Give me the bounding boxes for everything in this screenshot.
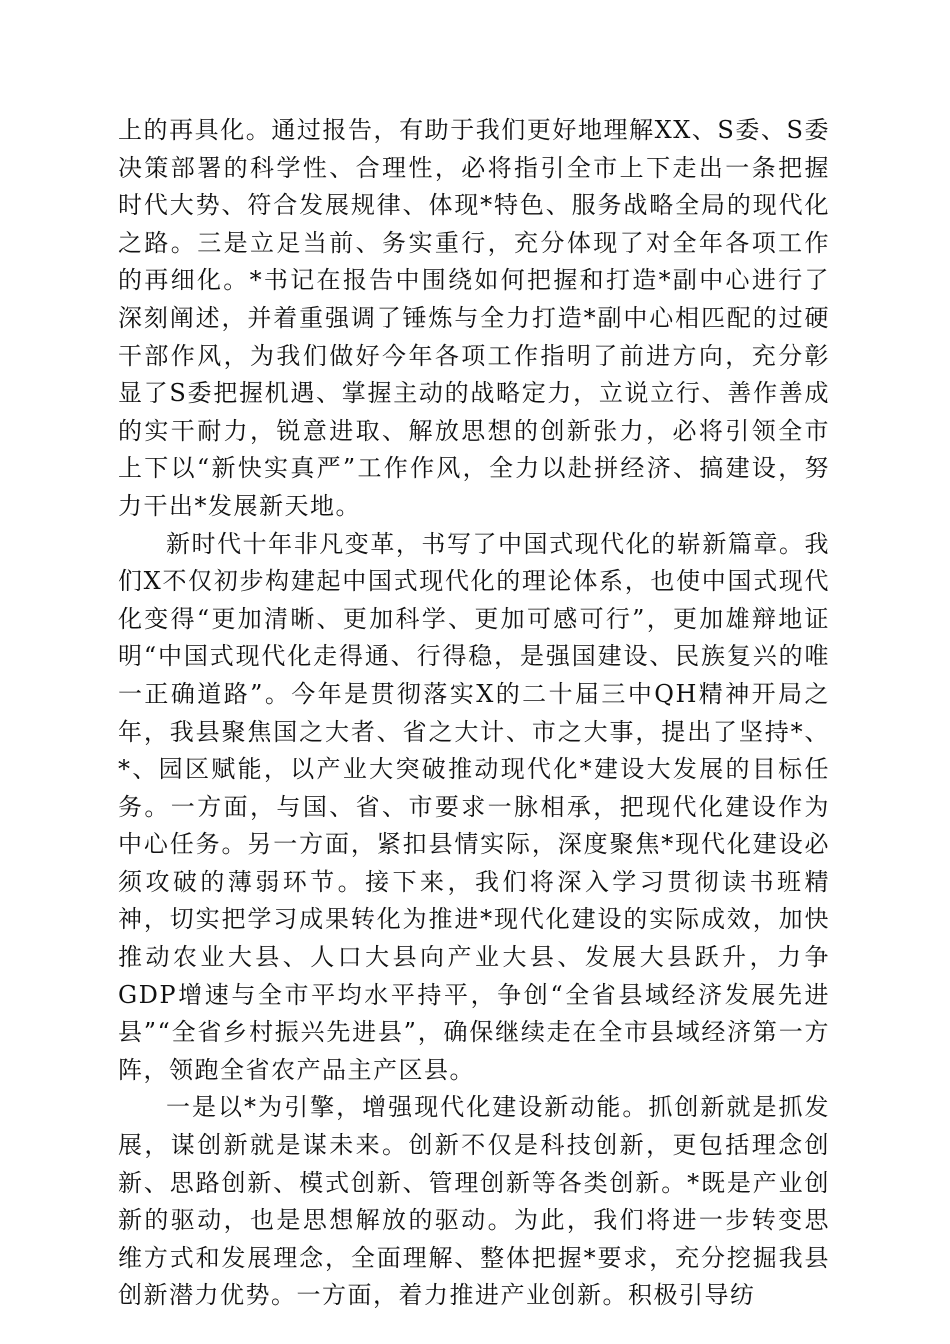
- paragraph-1: 上的再具化。通过报告，有助于我们更好地理解XX、S委、S委决策部署的科学性、合理性，必将指引全市上下走出一条把握时代大势、符合发展规律、体现*特色、服务战略全局的现代化之路。三是立足当前、务实重行，充分体现了对全年各项工作的再细化。*书记在报告中围绕如何把握和打造*副中心进行了深刻阐述，并着重强调了锤炼与全力打造*副中心相匹配的过硬干部作风，为我们做好今年各项工作指明了前进方向，充分彰显了S委把握机遇、掌握主动的战略定力，立说立行、善作善成的实干耐力，锐意进取、解放思想的创新张力，必将引领全市上下以“新快实真严”工作作风，全力以赴拼经济、搞建设，努力干出*发展新天地。: [118, 116, 830, 520]
- paragraph-2: 新时代十年非凡变革，书写了中国式现代化的崭新篇章。我们X不仅初步构建起中国式现代化的理论体系，也使中国式现代化变得“更加清晰、更加科学、更加可感可行”，更加雄辩地证明“中国式现代化走得通、行得稳，是强国建设、民族复兴的唯一正确道路”。今年是贯彻落实X的二十届三中QH精神开局之年，我县聚焦国之大者、省之大计、市之大事，提出了坚持*、*、园区赋能，以产业大突破推动现代化*建设大发展的目标任务。一方面，与国、省、市要求一脉相承，把现代化建设作为中心任务。另一方面，紧扣县情实际，深度聚焦*现代化建设必须攻破的薄弱环节。接下来，我们将深入学习贯彻读书班精神，切实把学习成果转化为推进*现代化建设的实际成效，加快推动农业大县、人口大县向产业大县、发展大县跃升，力争GDP增速与全市平均水平持平，争创“全省县域经济发展先进县”“全省乡村振兴先进县”，确保继续走在全市县域经济第一方阵，领跑全省农产品主产区县。: [118, 529, 830, 1084]
- paragraph-3: 一是以*为引擎，增强现代化建设新动能。抓创新就是抓发展，谋创新就是谋未来。创新不仅是科技创新，更包括理念创新、思路创新、模式创新、管理创新等各类创新。*既是产业创新的驱动，也是思想解放的驱动。为此，我们将进一步转变思维方式和发展理念，全面理解、整体把握*要求，充分挖掘我县创新潜力优势。一方面，着力推进产业创新。积极引导纺: [118, 1093, 830, 1310]
- document-body: [118, 112, 830, 1315]
